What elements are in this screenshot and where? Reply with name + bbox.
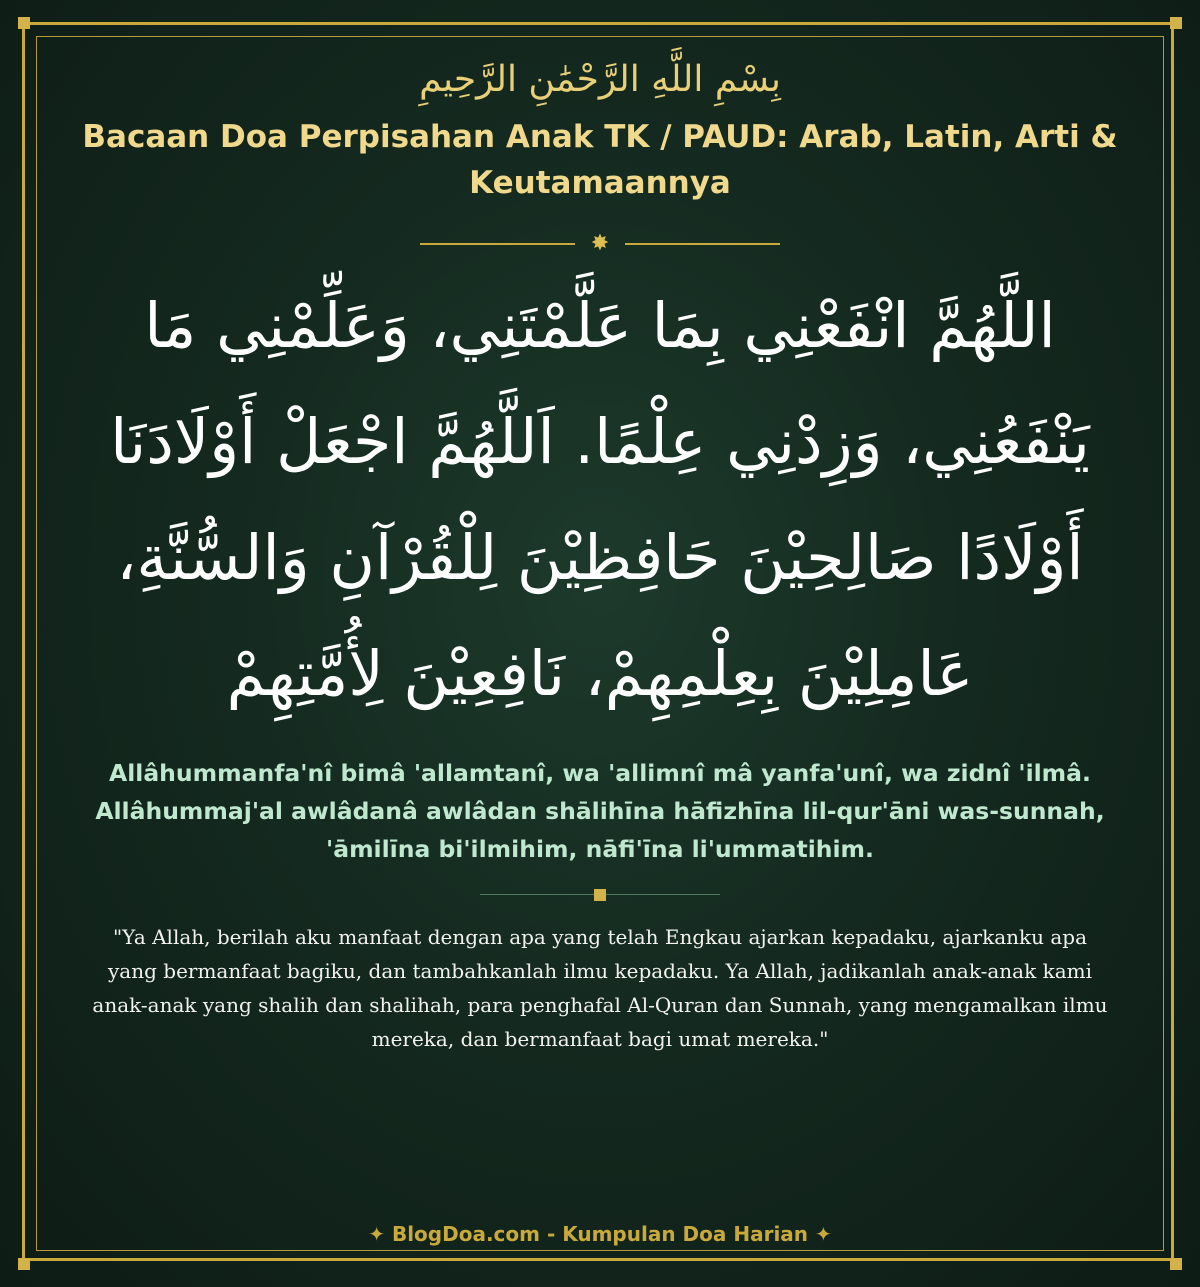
divider-line-right xyxy=(625,243,780,245)
corner-ornament-bottom-right-icon xyxy=(1170,1258,1182,1270)
prayer-translation: "Ya Allah, berilah aku manfaat dengan apa yang telah Engkau ajarkan kepadaku, ajarkanku apa yang bermanfaat bagiku, dan tambahkanlah ilmu kepadaku. Ya Allah, jadikanlah anak-anak kami anak-anak yang shalih dan shalihah, para penghafal Al-Quran dan Sunnah, yang mengamalkan ilmu mereka, dan bermanfaat bagi umat mereka." xyxy=(92,925,1108,1051)
basmalah-heading: بِسْمِ اللَّهِ الرَّحْمَٰنِ الرَّحِيمِ xyxy=(419,59,781,100)
corner-ornament-top-right-icon xyxy=(1170,17,1182,29)
card-content xyxy=(60,50,1140,1056)
corner-ornament-top-left-icon xyxy=(18,17,30,29)
corner-ornament-bottom-left-icon xyxy=(18,1258,30,1270)
eight-point-star-icon: ✸ xyxy=(590,231,610,256)
middle-divider xyxy=(480,888,720,902)
divider-line-left xyxy=(420,243,575,245)
gold-square-icon xyxy=(594,889,606,901)
top-divider xyxy=(420,232,780,256)
latin-transliteration: Allâhummanfa'nî bimâ 'allamtanî, wa 'allimnî mâ yanfa'unî, wa zidnî 'ilmâ. Allâhummaj'al awlâdanâ awlâdan shālihīna hāfizhīna lil-qur'āni was-sunnah, 'āmilīna bi'ilmihim, nāfi'īna li'ummatihim. xyxy=(95,759,1105,863)
footer-credit: ✦ BlogDoa.com - Kumpulan Doa Harian ✦ xyxy=(368,1222,832,1246)
page-title: Bacaan Doa Perpisahan Anak TK / PAUD: Arab, Latin, Arti & Keutamaannya xyxy=(82,119,1118,201)
arabic-prayer-text: اللَّهُمَّ انْفَعْنِي بِمَا عَلَّمْتَنِي، وَعَلِّمْنِي مَا يَنْفَعُنِي، وَزِدْنِي عِلْمًا. اَللَّهُمَّ اجْعَلْ أَوْلَادَنَا أَوْلَادًا صَالِحِيْنَ حَافِظِيْنَ لِلْقُرْآنِ وَالسُّنَّةِ، عَامِلِيْنَ بِعِلْمِهِمْ، نَافِعِيْنَ لِأُمَّتِهِمْ xyxy=(110,289,1090,710)
